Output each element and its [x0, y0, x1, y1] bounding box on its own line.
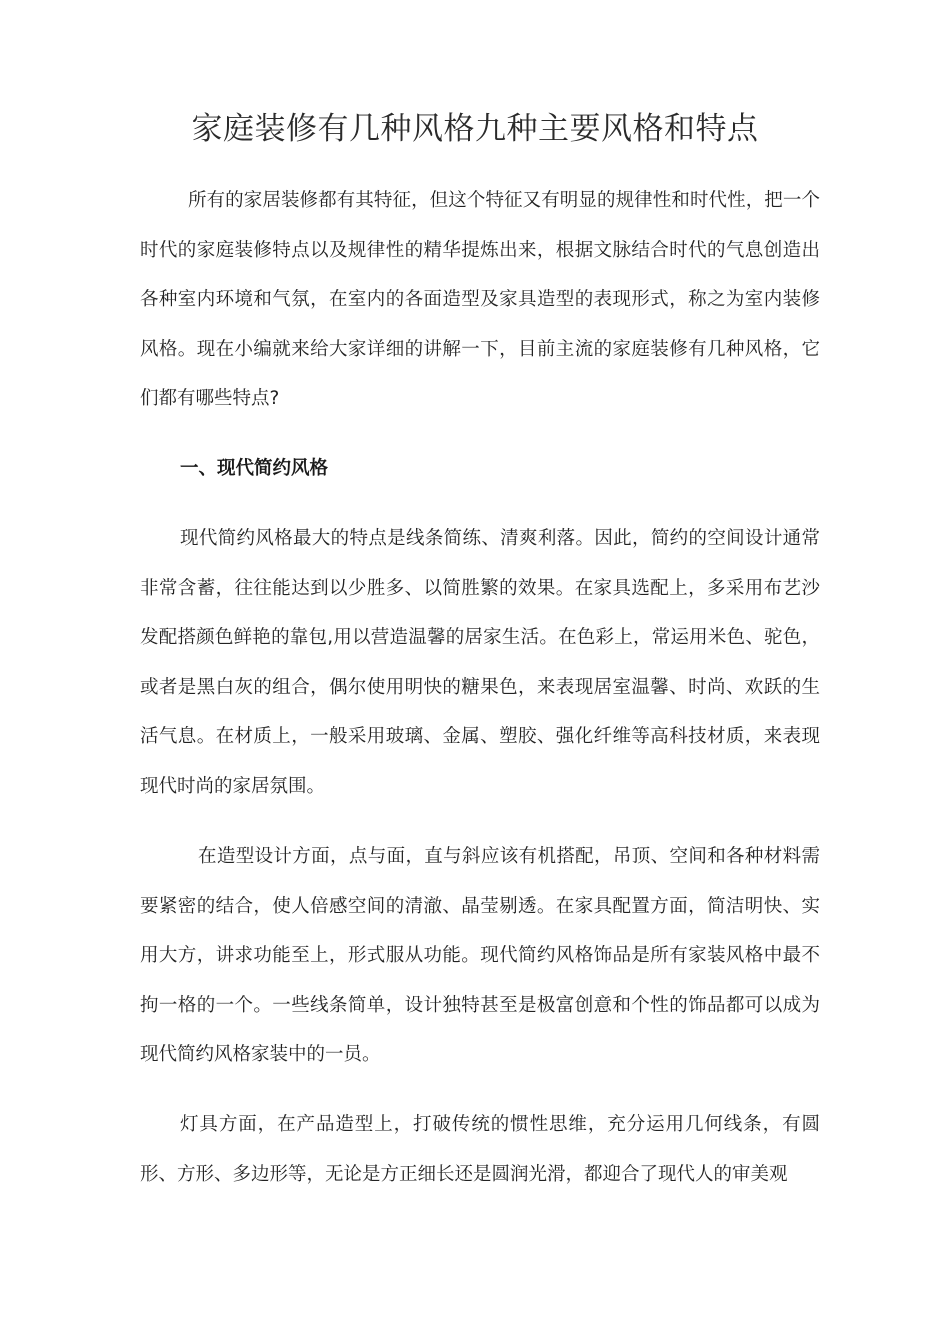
document-title: 家庭装修有几种风格九种主要风格和特点	[191, 111, 759, 147]
body-paragraph: 现代简约风格最大的特点是线条简练、清爽利落。因此，简约的空间设计通常非常含蓄，往往能达到以少胜多、以简胜繁的效果。在家具选配上，多采用布艺沙发配搭颜色鲜艳的靠包,用以营造温馨的居家生活。在色彩上，常运用米色、驼色，或者是黑白灰的组合，偶尔使用明快的糖果色，来表现居室温馨、时尚、欢跃的生活气息。在材质上，一般采用玻璃、金属、塑胶、强化纤维等高科技材质，来表现现代时尚的家居氛围。	[140, 528, 820, 797]
section-heading: 一、现代简约风格	[180, 458, 329, 479]
body-paragraph: 在造型设计方面，点与面，直与斜应该有机搭配，吊顶、空间和各种材料需要紧密的结合，使人倍感空间的清澈、晶莹剔透。在家具配置方面，简洁明快、实用大方，讲求功能至上，形式服从功能。现代简约风格饰品是所有家装风格中最不拘一格的一个。一些线条简单，设计独特甚至是极富创意和个性的饰品都可以成为现代简约风格家装中的一员。	[140, 846, 820, 1065]
intro-paragraph: 所有的家居装修都有其特征，但这个特征又有明显的规律性和时代性，把一个时代的家庭装修特点以及规律性的精华提炼出来，根据文脉结合时代的气息创造出各种室内环境和气氛，在室内的各面造型及家具造型的表现形式，称之为室内装修风格。现在小编就来给大家详细的讲解一下，目前主流的家庭装修有几种风格，它们都有哪些特点?	[140, 190, 820, 409]
body-paragraph: 灯具方面，在产品造型上，打破传统的惯性思维，充分运用几何线条，有圆形、方形、多边形等，无论是方正细长还是圆润光滑，都迎合了现代人的审美观	[140, 1114, 820, 1185]
